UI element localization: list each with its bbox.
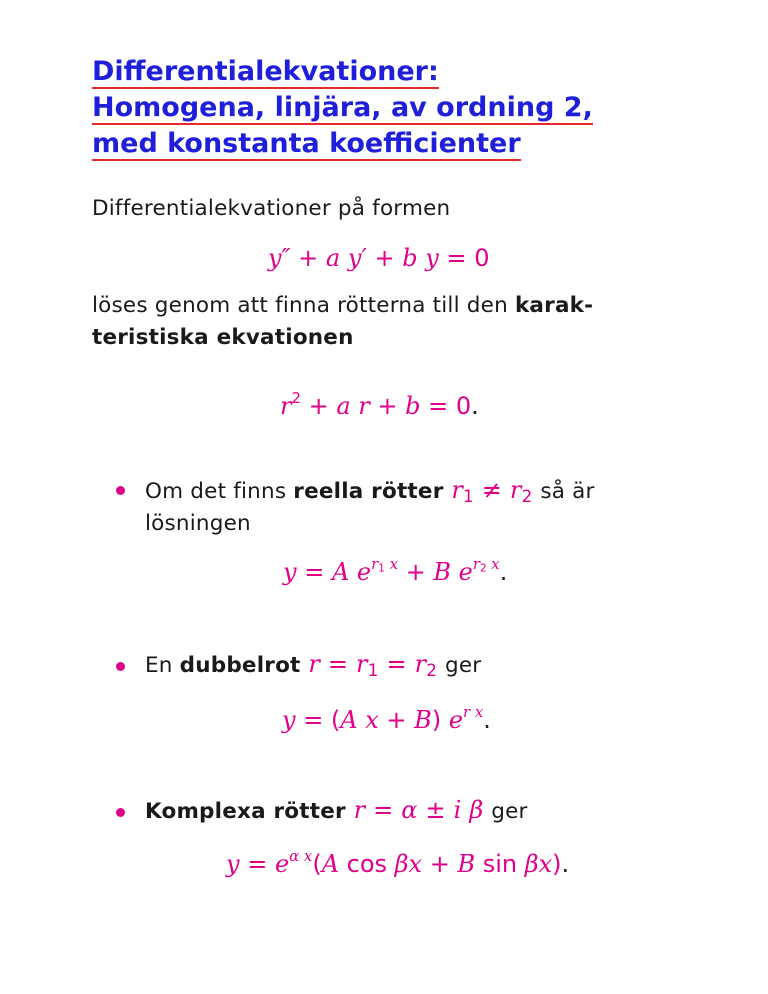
bullet-dot: [116, 662, 125, 671]
bullet-1-solution: y = A $e^{r_1 x} + B$ $e^{r_2 x}$.: [283, 554, 508, 586]
bullet-2-text: En dubbelrot $r = r_1 = r_2$ ger: [145, 650, 482, 681]
main-equation: y″ + a y′ + b y = 0: [268, 244, 490, 272]
bullet-3-solution: $y = e^{\alpha x}(A$ cos βx + B sin βx).: [226, 846, 570, 878]
bullet-2-solution: y = (A x + B) $e^{r x}$.: [282, 702, 491, 734]
bullet-dot: [116, 486, 125, 495]
method-paragraph: [92, 290, 712, 354]
method-bold-2: teristiska ekvationen: [92, 325, 354, 350]
bullet-dot: [116, 808, 125, 817]
title-line-3: med konstanta koefficienter: [92, 128, 521, 159]
page-title: [92, 54, 732, 162]
intro-text: Differentialekvationer på formen: [92, 196, 451, 221]
bullet-1-text: Om det finns reella rötter $r_1 \ne r_2$ så är lösningen: [145, 476, 595, 536]
title-line-2: Homogena, linjära, av ordning 2,: [92, 92, 593, 123]
method-bold-1: karak-: [514, 293, 594, 318]
bullet-3-text: Komplexa rötter r = α ± i β ger: [145, 796, 528, 824]
method-text: löses genom att finna rötterna till den: [92, 293, 515, 318]
characteristic-equation: $r^2 + a$ r + b = 0.: [280, 388, 479, 420]
title-line-1: Differentialekvationer:: [92, 56, 439, 87]
